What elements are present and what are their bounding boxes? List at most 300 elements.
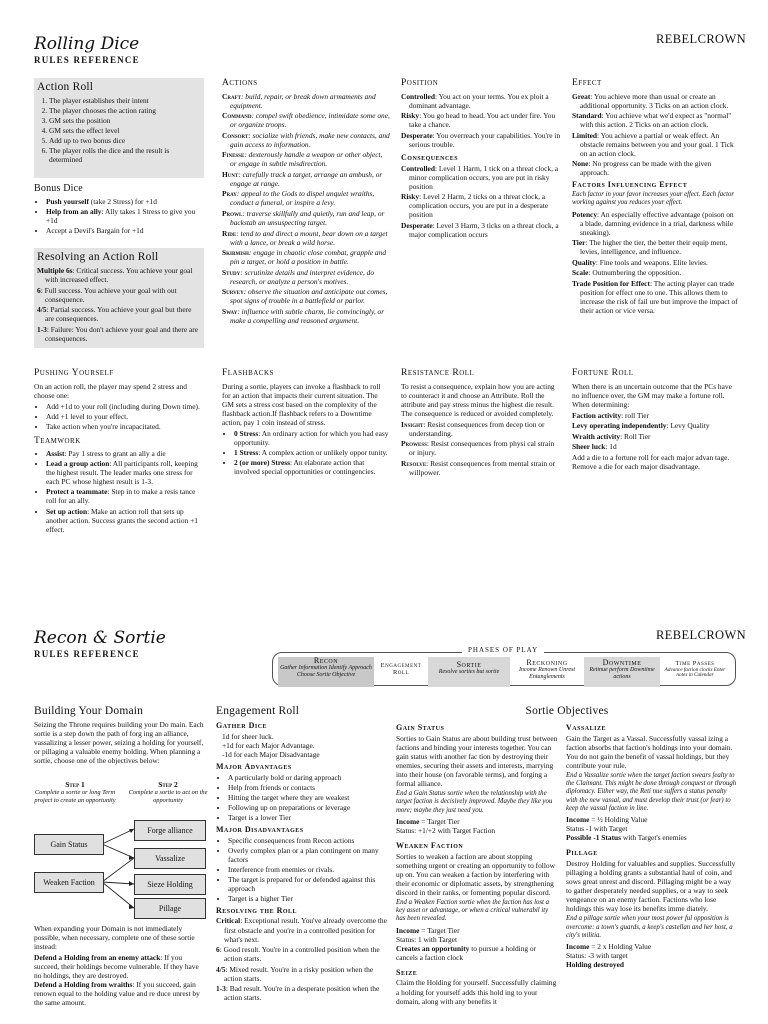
description: : dexterously handle a weapon or other object, or engage in subtle misdirection.	[230, 150, 383, 169]
push-option: • Add +1d to your roll (including during Down time).	[46, 402, 206, 411]
phase-name: Downtime	[602, 658, 642, 667]
term: Possible -1 Status	[566, 833, 622, 843]
fortune-outro: Add a die to a fortune roll for each major advan tage. Remove a die for each major disadvantage.	[572, 453, 730, 472]
subsection-heading: Major Advantages	[216, 761, 292, 771]
building-intro: Seizing the Throne requires building your Do main. Each sortie is a step down the path of forg ing an alliance, vassalizing a lesser power, seizing a holding for yourself, or pillaging a valuable enemy holding. When planning a sortie, choose one of the objectives below:	[34, 720, 204, 766]
phase-engagement	[374, 657, 428, 687]
term: Limited	[572, 130, 598, 140]
description: : Fine tools and weapons. Elite levies.	[595, 257, 708, 267]
description: : Step in to make a resis tance roll for an ally.	[46, 487, 196, 506]
term: Assist	[46, 449, 65, 459]
description: : Level 1 Harm, 1 tick on a threat clock, a minor complication occurs, you are put in risky position	[409, 163, 559, 191]
term: Skirmish	[222, 248, 249, 258]
action-item	[222, 111, 390, 129]
phase-name: Engagement Roll	[380, 662, 422, 676]
gather-item: +1d for each Major Advantage.	[222, 740, 315, 750]
description: : Pay 1 stress to grant an ally a die	[64, 449, 166, 459]
term: Set up action	[46, 506, 88, 516]
flashbacks-list	[222, 429, 390, 476]
term: Income	[396, 816, 420, 826]
teamwork-item	[46, 449, 206, 458]
term: Desperate	[401, 130, 433, 140]
weaken-lines	[396, 926, 558, 962]
description: : You achieve a partial or weak effect. An obstacle remains between you and your goal. 1 Tick on an action clock.	[580, 130, 734, 158]
gather-item: -1d for each Major Disadvantage	[222, 749, 320, 759]
action-item	[222, 189, 390, 207]
description: : socialize with friends, make new contacts, and gain access to information.	[230, 130, 390, 149]
description: : Exceptional result. You've already overcome the first obstacle and you're in a controlled position for what's next.	[224, 916, 387, 944]
term: Finesse	[222, 150, 245, 160]
step-item: 4. GM sets the effect level	[49, 126, 201, 135]
section-heading: Resistance Roll	[401, 368, 475, 378]
term: Standard	[572, 111, 602, 121]
flow-pillage: Pillage	[134, 898, 206, 919]
fortune-list	[572, 411, 738, 452]
term: Hunt	[222, 169, 239, 179]
flow-seize-holding: Sieze Holding	[134, 874, 206, 895]
advantage-item: • A particularly bold or daring approach	[228, 773, 392, 782]
term: Multiple 6s	[37, 266, 73, 276]
fortune-item	[572, 421, 738, 430]
step1-desc: Complete a sortie or long Term project to create an opportunity	[34, 789, 116, 804]
term: Holding destroyed	[566, 960, 624, 970]
reward-line	[566, 951, 738, 960]
advantages-list	[216, 773, 392, 822]
resistance-intro: To resist a consequence, explain how you are acting to counteract it and choose an Attribute. Roll the attribute and pay stress minus the highest die result. The consequence is reduced or avoided completely.	[401, 381, 555, 418]
description: : influence with subtle charm, lie convincingly, or make a compelling and reasoned argument.	[230, 306, 385, 325]
objectives-col-right	[566, 720, 738, 969]
bonus-item	[46, 197, 204, 206]
subsection-heading: Seize	[396, 967, 418, 977]
factor-item	[572, 258, 738, 267]
defend-item	[34, 953, 206, 980]
factor-item	[572, 210, 738, 237]
phase-recon	[278, 657, 374, 687]
vassalize-lines	[566, 815, 738, 842]
action-item	[222, 170, 390, 188]
result-item	[37, 286, 201, 304]
term: Controlled	[401, 163, 435, 173]
dice-title-block	[34, 34, 140, 66]
term: Survey	[222, 287, 244, 297]
resolving-section	[34, 248, 204, 348]
description: : Roll Tier	[620, 431, 651, 441]
description: : appeal to the Gods to dispel unquiet wraiths, conduct a funeral, or inspire a levy.	[230, 189, 375, 208]
term: Scale	[572, 268, 589, 278]
disadvantages-list	[216, 836, 392, 903]
position-section	[401, 78, 561, 240]
description: : Failure: You don't achieve your goal and there are consequences.	[45, 324, 199, 343]
flashback-item	[234, 429, 390, 447]
term: Tier	[572, 238, 586, 248]
term: Potency	[572, 209, 598, 219]
flashback-item	[234, 448, 390, 457]
reward-line	[396, 826, 558, 835]
gather-item: 1d for sheer luck.	[222, 731, 274, 741]
term: Risky	[401, 192, 420, 202]
term: 1-3	[37, 324, 47, 334]
reward-line	[566, 960, 738, 969]
action-roll-section	[34, 78, 204, 178]
gain-status-intro: Sorties to Gain Status are about building trust between factions and binding your interests together. You can gain status with another fac tion by destroying their enemies, securing their assets and interests, marrying into their house (on favorable terms), and forging a formal alliance.	[396, 733, 558, 788]
action-item	[222, 268, 390, 286]
subsection-heading: Weaken Faction	[396, 840, 464, 850]
term: 4/5	[216, 964, 226, 974]
bonus-dice-section	[34, 183, 204, 236]
result-item	[37, 266, 201, 284]
factors-list	[572, 210, 738, 315]
description: : Levy Quality	[666, 421, 710, 431]
description: : Critical success. You achieve your goal with increased effect.	[45, 266, 193, 285]
section-heading: Action Roll	[37, 81, 94, 93]
bonus-item	[46, 226, 204, 235]
description: : Outnumbering the opposition.	[588, 268, 682, 278]
flow-gain-status: Gain Status	[34, 834, 104, 855]
phases-of-play	[272, 646, 736, 686]
description: : Partial success. You achieve your goal but there are consequences.	[45, 305, 192, 324]
description: : If you succeed, gain renown equal to the holding value and re duce unrest by the same amount.	[34, 980, 200, 1008]
term: Insight	[401, 419, 424, 429]
phase-downtime	[584, 657, 660, 687]
effect-section	[572, 78, 738, 317]
term: Craft	[222, 91, 241, 101]
subsection-heading: Factors Influencing Effect	[572, 180, 688, 190]
phases-label: PHASES OF PLAY	[462, 646, 544, 655]
reward-line	[396, 935, 558, 944]
reward-line	[566, 815, 738, 824]
fortune-intro: When there is an uncertain outcome that the PCs have no influence over, the GM may make a fortune roll. When determining:	[572, 381, 732, 409]
action-item	[222, 150, 390, 168]
pushing-list	[34, 402, 206, 431]
description: : The higher the tier, the better their equip ment, levies, intelligence, and influence.	[580, 238, 728, 257]
teamwork-item	[46, 507, 206, 534]
page-subtitle: RULES REFERENCE	[34, 648, 140, 659]
factor-item	[572, 268, 738, 277]
section-heading: Flashbacks	[222, 368, 274, 378]
subsection-heading: Gather Dice	[216, 721, 268, 731]
page-title: Recon & Sortie	[34, 628, 166, 648]
section-heading: Effect	[572, 78, 602, 88]
engagement-result	[216, 965, 392, 983]
description: : You achieve more than usual or create an additional opportunity. 3 Ticks on an action clock.	[580, 91, 729, 110]
description: : No progress can be made with the given approach.	[580, 159, 712, 178]
term: Resolve	[401, 458, 427, 468]
factor-item	[572, 238, 738, 256]
flashbacks-section	[222, 368, 390, 477]
term: Levy operating independently	[572, 421, 667, 431]
actions-list	[222, 92, 390, 325]
term: 0 Stress	[234, 428, 259, 438]
description: : scrutinize details and interpret evidence, do research, or analyze a person's motives.	[230, 267, 375, 286]
description: : Ally takes 1 Stress to give you +1d	[46, 207, 196, 226]
description: Status: +1/+2 with Target Faction	[396, 825, 496, 835]
position-item	[401, 111, 561, 129]
reward-line	[566, 824, 738, 833]
resistance-list	[401, 420, 561, 477]
effect-item	[572, 111, 738, 129]
term: 1 Stress	[234, 447, 259, 457]
phase-desc: Resolve sorties but sortie	[438, 669, 500, 676]
fortune-item	[572, 411, 738, 420]
description: : An especially effective advantage (poison on a blade, damning evidence in a trial, darkness while sneaking).	[580, 209, 734, 237]
attribute-item	[401, 459, 561, 477]
page-subtitle: RULES REFERENCE	[34, 54, 140, 65]
description: to pursue a holding or cancels a faction clock	[396, 943, 537, 962]
term: 1-3	[216, 984, 226, 994]
effect-item	[572, 92, 738, 110]
engagement-result	[216, 916, 392, 943]
fortune-item	[572, 442, 738, 451]
section-heading: Fortune Roll	[572, 368, 634, 378]
term: Income	[396, 925, 420, 935]
result-item	[37, 325, 201, 343]
engagement-section	[216, 704, 392, 1004]
term: Critical	[216, 916, 241, 926]
subsection-heading: Consequences	[401, 152, 459, 162]
description: : An elaborate action that involved special opportunities or contingencies.	[234, 457, 376, 476]
effect-item	[572, 131, 738, 158]
fortune-item	[572, 432, 738, 441]
weaken-intro: Sorties to weaken a faction are about stopping something urgent or creating an opportunity to follow up on. You can weaken a faction by interfering with their economic or diplomatic assets, by strengthening discord in their ranks, or fomenting popular discord.	[396, 851, 555, 897]
reward-line	[396, 944, 558, 962]
step-item: 1. The player establishes their intent	[49, 96, 201, 105]
objectives-heading-wrap	[396, 704, 738, 720]
description: Status: 1 with Target	[396, 934, 458, 944]
flashback-item	[234, 458, 390, 476]
term: Help from an ally	[46, 207, 102, 217]
term: Great	[572, 91, 591, 101]
phase-sortie	[428, 657, 510, 687]
step1-title: Step 1	[65, 780, 85, 789]
disadvantage-item: • Target is a higher Tier	[228, 894, 392, 903]
step-item: 6. The player rolls the dice and the result is determined	[49, 146, 201, 164]
description: : You act on your terms. You ex ploit a dominant advantage.	[409, 91, 549, 110]
vassalize-italic: End a Vassalize sortie when the target faction swears fealty to the Claimant. This might be done through conquest or through diplomacy. Either way, the Reti nue suffers a status penalty with the new vassal, and must develop their trust (or fear) to keep the vassal faction in line.	[566, 771, 737, 812]
phase-name: Sortie	[456, 660, 482, 669]
term: Consort	[222, 130, 249, 140]
pillage-italic: End a pillage sortie when your most power ful opposition is overcome: a town's guards, a keep's castellan and her host, a city's militia.	[566, 915, 733, 939]
page-title: Rolling Dice	[34, 34, 140, 54]
term: Study	[222, 267, 241, 277]
vassalize-intro: Gain the Target as a Vassal. Successfully vassal izing a faction absorbs that faction's holdings into your domain. You do not gain the benefit of vassal holdings, but they contribute your rule.	[566, 733, 733, 770]
domain-flowchart	[34, 780, 206, 920]
objectives-col-left	[396, 720, 558, 1008]
pushing-section	[34, 368, 206, 535]
description: : Bad result. You're in a desperate position when the action starts.	[224, 984, 380, 1003]
subsection-heading: Gain Status	[396, 723, 445, 732]
term: Prowess	[401, 439, 427, 449]
reward-line	[396, 926, 558, 935]
reward-line	[396, 817, 558, 826]
action-roll-steps	[37, 96, 201, 164]
section-heading: Engagement Roll	[216, 705, 300, 717]
term: Ride	[222, 228, 237, 238]
weaken-italic: End a Weaken Faction sortie when the faction has lost a key asset or advantage, or when a critical vulnerabil ity has been revealed.	[396, 898, 550, 923]
term: 4/5	[37, 305, 47, 315]
term: Lead a group action	[46, 459, 110, 469]
pillage-lines	[566, 942, 738, 969]
term: Income	[566, 815, 590, 825]
phase-reckoning	[510, 657, 584, 687]
description: : Full success. You achieve your goal with out consequence.	[40, 285, 177, 304]
term: Desperate	[401, 220, 433, 230]
description: Status: -3 with target	[566, 951, 628, 961]
term: Quality	[572, 257, 596, 267]
seize-intro: Claim the Holding for yourself. Successfully claiming a holding for yourself adds this hold ing to your domain, along with any benefits it	[396, 978, 557, 1006]
attribute-item	[401, 420, 561, 438]
description: : Make an action roll that sets up another action. Success grants the second action +1 effect.	[46, 506, 198, 534]
disadvantage-item: • The target is prepared for or defended against this approach	[228, 875, 392, 893]
resistance-section	[401, 368, 561, 478]
phases-row	[278, 657, 730, 687]
term: 6	[216, 945, 220, 955]
subsection-heading: Vassalize	[566, 723, 606, 732]
description: : 1d	[605, 442, 617, 452]
flow-vassalize: Vassalize	[134, 848, 206, 869]
engagement-results-list	[216, 916, 392, 1002]
defend-item	[34, 980, 206, 1007]
bonus-dice-list	[34, 197, 204, 235]
term: Command	[222, 111, 252, 121]
term: Push yourself	[46, 197, 89, 207]
description: : You achieve what we'd expect as "normal" with this action. 2 Ticks on an action clock.	[580, 111, 732, 130]
brand-logo: REBELCROWN	[656, 628, 747, 642]
brand-logo: REBELCROWN	[656, 32, 747, 46]
term: Sheer luck	[572, 442, 606, 452]
description: : Resist consequences from mental strain or willpower.	[409, 458, 556, 477]
pushing-intro: On an action roll, the player may spend 2 stress and choose one:	[34, 381, 187, 400]
attribute-item	[401, 439, 561, 457]
engagement-result	[216, 945, 392, 963]
subsection-heading: Resolving the Roll	[216, 905, 298, 915]
section-heading: Bonus Dice	[34, 183, 83, 194]
term: Income	[566, 942, 590, 952]
term: Pray	[222, 189, 237, 199]
subsection-heading: Pillage	[566, 848, 598, 858]
description: : tend to and direct a mount, bear down on a target with a lance, or break a wild horse.	[230, 228, 388, 247]
section-heading: Building Your Domain	[34, 705, 144, 717]
description: (take 2 Stress) for +1d	[88, 197, 157, 207]
factors-intro: Each factor in your favor increases your effect. Each factor working against you reduces your effect.	[572, 191, 735, 207]
teamwork-item	[46, 459, 206, 486]
consequence-item	[401, 192, 561, 219]
position-item	[401, 92, 561, 110]
teamwork-item	[46, 487, 206, 505]
reward-line	[566, 942, 738, 951]
section-heading: Sortie Objectives	[525, 705, 609, 717]
term: Protect a teammate	[46, 487, 108, 497]
description: = 2 x Holding Value	[589, 942, 652, 952]
step-item: 3. GM sets the position	[49, 116, 201, 125]
term: Risky	[401, 111, 420, 121]
phase-desc: Income Renown Unrest Entanglements	[518, 667, 576, 680]
factor-item	[572, 279, 738, 315]
description: : Level 2 Harm, 2 ticks on a threat clock, a complication occurs, you are put in a desperate position	[409, 192, 549, 220]
phase-desc: Gather Information Identify Approach Choose Sortie Objective	[280, 665, 372, 678]
section-heading: Actions	[222, 78, 258, 88]
step-item: 5. Add up to two bonus dice	[49, 136, 201, 145]
defend-list	[34, 953, 206, 1007]
section-heading: Resolving an Action Roll	[37, 251, 159, 263]
gain-status-italic: End a Gain Status sortie when the relationship with the target faction is decisively improved. Maybe they like you more; maybe they just need you.	[396, 789, 553, 814]
action-item	[222, 229, 390, 247]
description: : carefully track a target, arrange an ambush, or engage at range.	[230, 169, 383, 188]
bonus-item	[46, 207, 204, 225]
advantage-item: • Target is a lower Tier	[228, 813, 392, 822]
description: : You overreach your capabilities. You're in serious trouble.	[409, 130, 561, 149]
advantage-item: • Hitting the target where they are weakest	[228, 793, 392, 802]
description: : observe the situation and anticipate out comes, spot signs of trouble in a battlefield or parlor.	[230, 287, 388, 306]
description: : If you succeed, their holdings become vulnerable. If they have no holdings, they are destroyed.	[34, 953, 199, 981]
action-item	[222, 248, 390, 266]
description: Status -1 with Target	[566, 824, 628, 834]
description: : An ordinary action for which you had easy opportunity.	[234, 428, 389, 447]
description: = Target Tier	[419, 925, 460, 935]
reward-line	[566, 833, 738, 842]
teamwork-list	[34, 449, 206, 533]
disadvantage-item: • Interference from enemies or rivals.	[228, 865, 392, 874]
term: 6	[37, 285, 41, 295]
description: : engage in chaotic close combat, grapple and pin a target, or hold a position in battle.	[230, 248, 387, 267]
description: : Level 3 Harm, 3 ticks on a threat clock, a major complication occurs	[409, 220, 559, 239]
step2-desc: Complete a sortie to act on the opportunity	[128, 789, 208, 804]
phase-desc: Advance faction clocks Enter notes in Calendar	[664, 666, 726, 679]
description: = Target Tier	[419, 816, 460, 826]
disadvantage-item: • Specific consequences from Recon actions	[228, 836, 392, 845]
push-option: • Take action when you're incapacitated.	[46, 422, 206, 431]
description: : The acting player can trade position for effect one to one. This allows them to increase the risk of fail ure but improve the impact of their action or vice versa.	[580, 278, 738, 315]
phase-name: Recon	[313, 656, 339, 665]
phase-desc: Retinue perform Downtime actions	[589, 667, 655, 680]
consequence-item	[401, 221, 561, 239]
term: Wraith activity	[572, 431, 621, 441]
advantage-item: • Help from friends or contacts	[228, 783, 392, 792]
term: Defend a Holding from wraiths	[34, 980, 133, 990]
effect-item	[572, 159, 738, 177]
building-domain-section	[34, 704, 206, 767]
flow-weaken-faction: Weaken Faction	[34, 872, 104, 893]
resolving-list	[37, 266, 201, 343]
recon-title-block	[34, 628, 166, 660]
fortune-section	[572, 368, 738, 473]
pillage-intro: Destroy Holding for valuables and supplies. Successfully pillaging a holding grants a substantial haul of coin, and sows great unrest and discord. Pillaging might be a way to gather desperately needed supplies, or a way to seek vengeance on an enemy faction. Factions who lose holdings this way lose its benefits imme diately.	[566, 859, 736, 914]
term: Defend a Holding from an enemy attack	[34, 953, 161, 963]
phase-name: Reckoning	[526, 658, 568, 667]
description: : All participants roll, keeping the highest result. The leader marks one stress for each PC whose highest result is 1-3.	[46, 459, 198, 487]
description: : build, repair, or break down armaments and equipment.	[230, 91, 376, 110]
term: None	[572, 159, 589, 169]
description: : Resist consequences from physi cal strain or injury.	[409, 439, 555, 458]
gain-status-lines	[396, 817, 558, 835]
term: Controlled	[401, 91, 435, 101]
section-heading: Position	[401, 78, 439, 88]
description: : A complex action or unlikely oppor tunity.	[258, 447, 388, 457]
effect-list	[572, 92, 738, 178]
building-outro	[34, 924, 206, 1007]
gather-dice-list	[216, 732, 392, 759]
step-item: 2. The player chooses the action rating	[49, 106, 201, 115]
engagement-result	[216, 984, 392, 1002]
consequences-list	[401, 164, 561, 239]
term: 2 (or more) Stress	[234, 457, 291, 467]
step2-title: Step 2	[158, 780, 178, 789]
description: Accept a Devil's Bargain for +1d	[46, 226, 144, 236]
consequence-item	[401, 164, 561, 191]
description: : Resist consequences from decep tion or understanding.	[409, 419, 545, 438]
actions-section	[222, 78, 390, 326]
building-outro-text: When expanding your Domain is not immediately possible, when necessary, complete one of these sortie instead:	[34, 924, 195, 952]
disadvantage-item: • Overly complex plan or a plan contingent on many factors	[228, 846, 392, 864]
